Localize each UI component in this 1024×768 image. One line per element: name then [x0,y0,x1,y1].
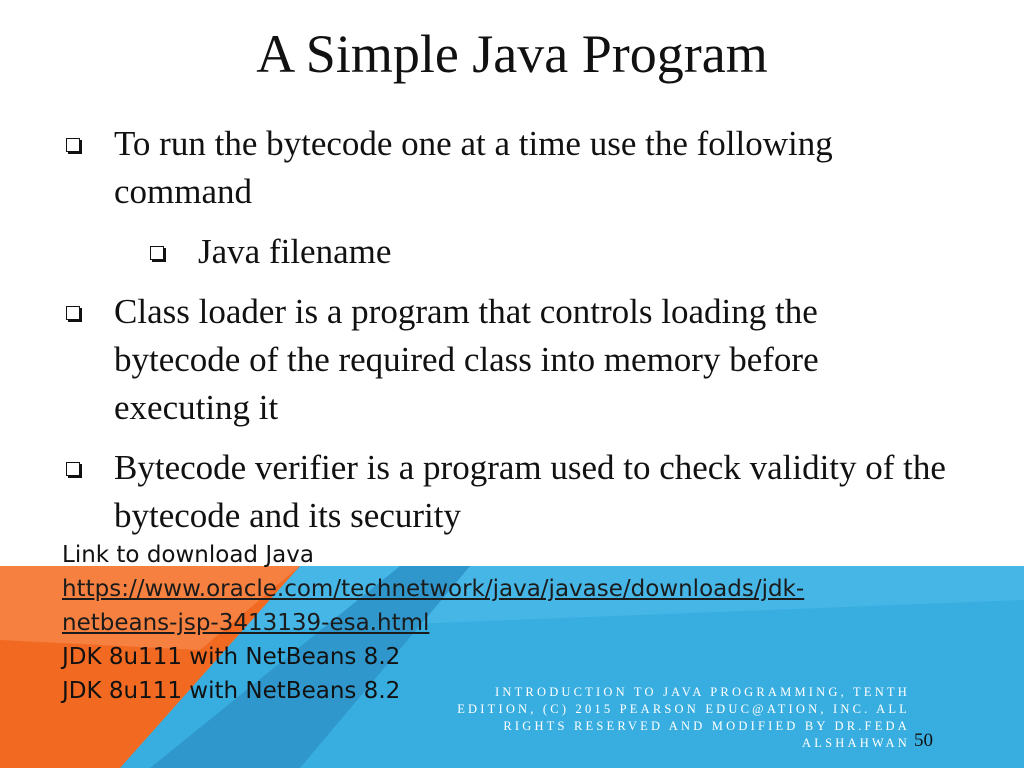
download-url-line2[interactable]: netbeans-jsp-3413139-esa.html [62,610,430,636]
slide-title: A Simple Java Program [256,24,768,84]
bullet-bytecode-verifier [66,444,966,540]
bullet-class-loader [66,288,946,432]
square-bullet-icon [66,306,80,320]
download-url-line1[interactable]: https://www.oracle.com/technetwork/java/javase/downloads/jdk- [62,576,805,602]
bullet-text: Bytecode verifier is a program used to check validity of the bytecode and its security [114,448,946,535]
square-bullet-icon [66,462,80,476]
bullet-text: To run the bytecode one at a time use the following command [114,124,833,211]
jdk-label-2: JDK 8u111 with NetBeans 8.2 [62,678,401,704]
page-number: 50 [914,730,933,751]
bullet-text: Class loader is a program that controls loading the bytecode of the required class into memory before executing it [114,292,819,427]
square-bullet-icon [150,246,164,260]
subbullet-java-filename [150,228,550,276]
square-bullet-icon [66,138,80,152]
link-heading: Link to download Java [62,542,314,568]
bullet-text: Java filename [198,232,392,271]
bullet-run-bytecode [66,120,946,216]
download-links [62,538,962,708]
footer-citation: INTRODUCTION TO JAVA PROGRAMMING, TENTH EDITION, (C) 2015 PEARSON EDUC@ATION, INC. ALL RIGHTS RESERVED AND MODIFIED BY DR.FEDA ALSHAHWAN [457,685,910,750]
jdk-label-1: JDK 8u111 with NetBeans 8.2 [62,644,401,670]
